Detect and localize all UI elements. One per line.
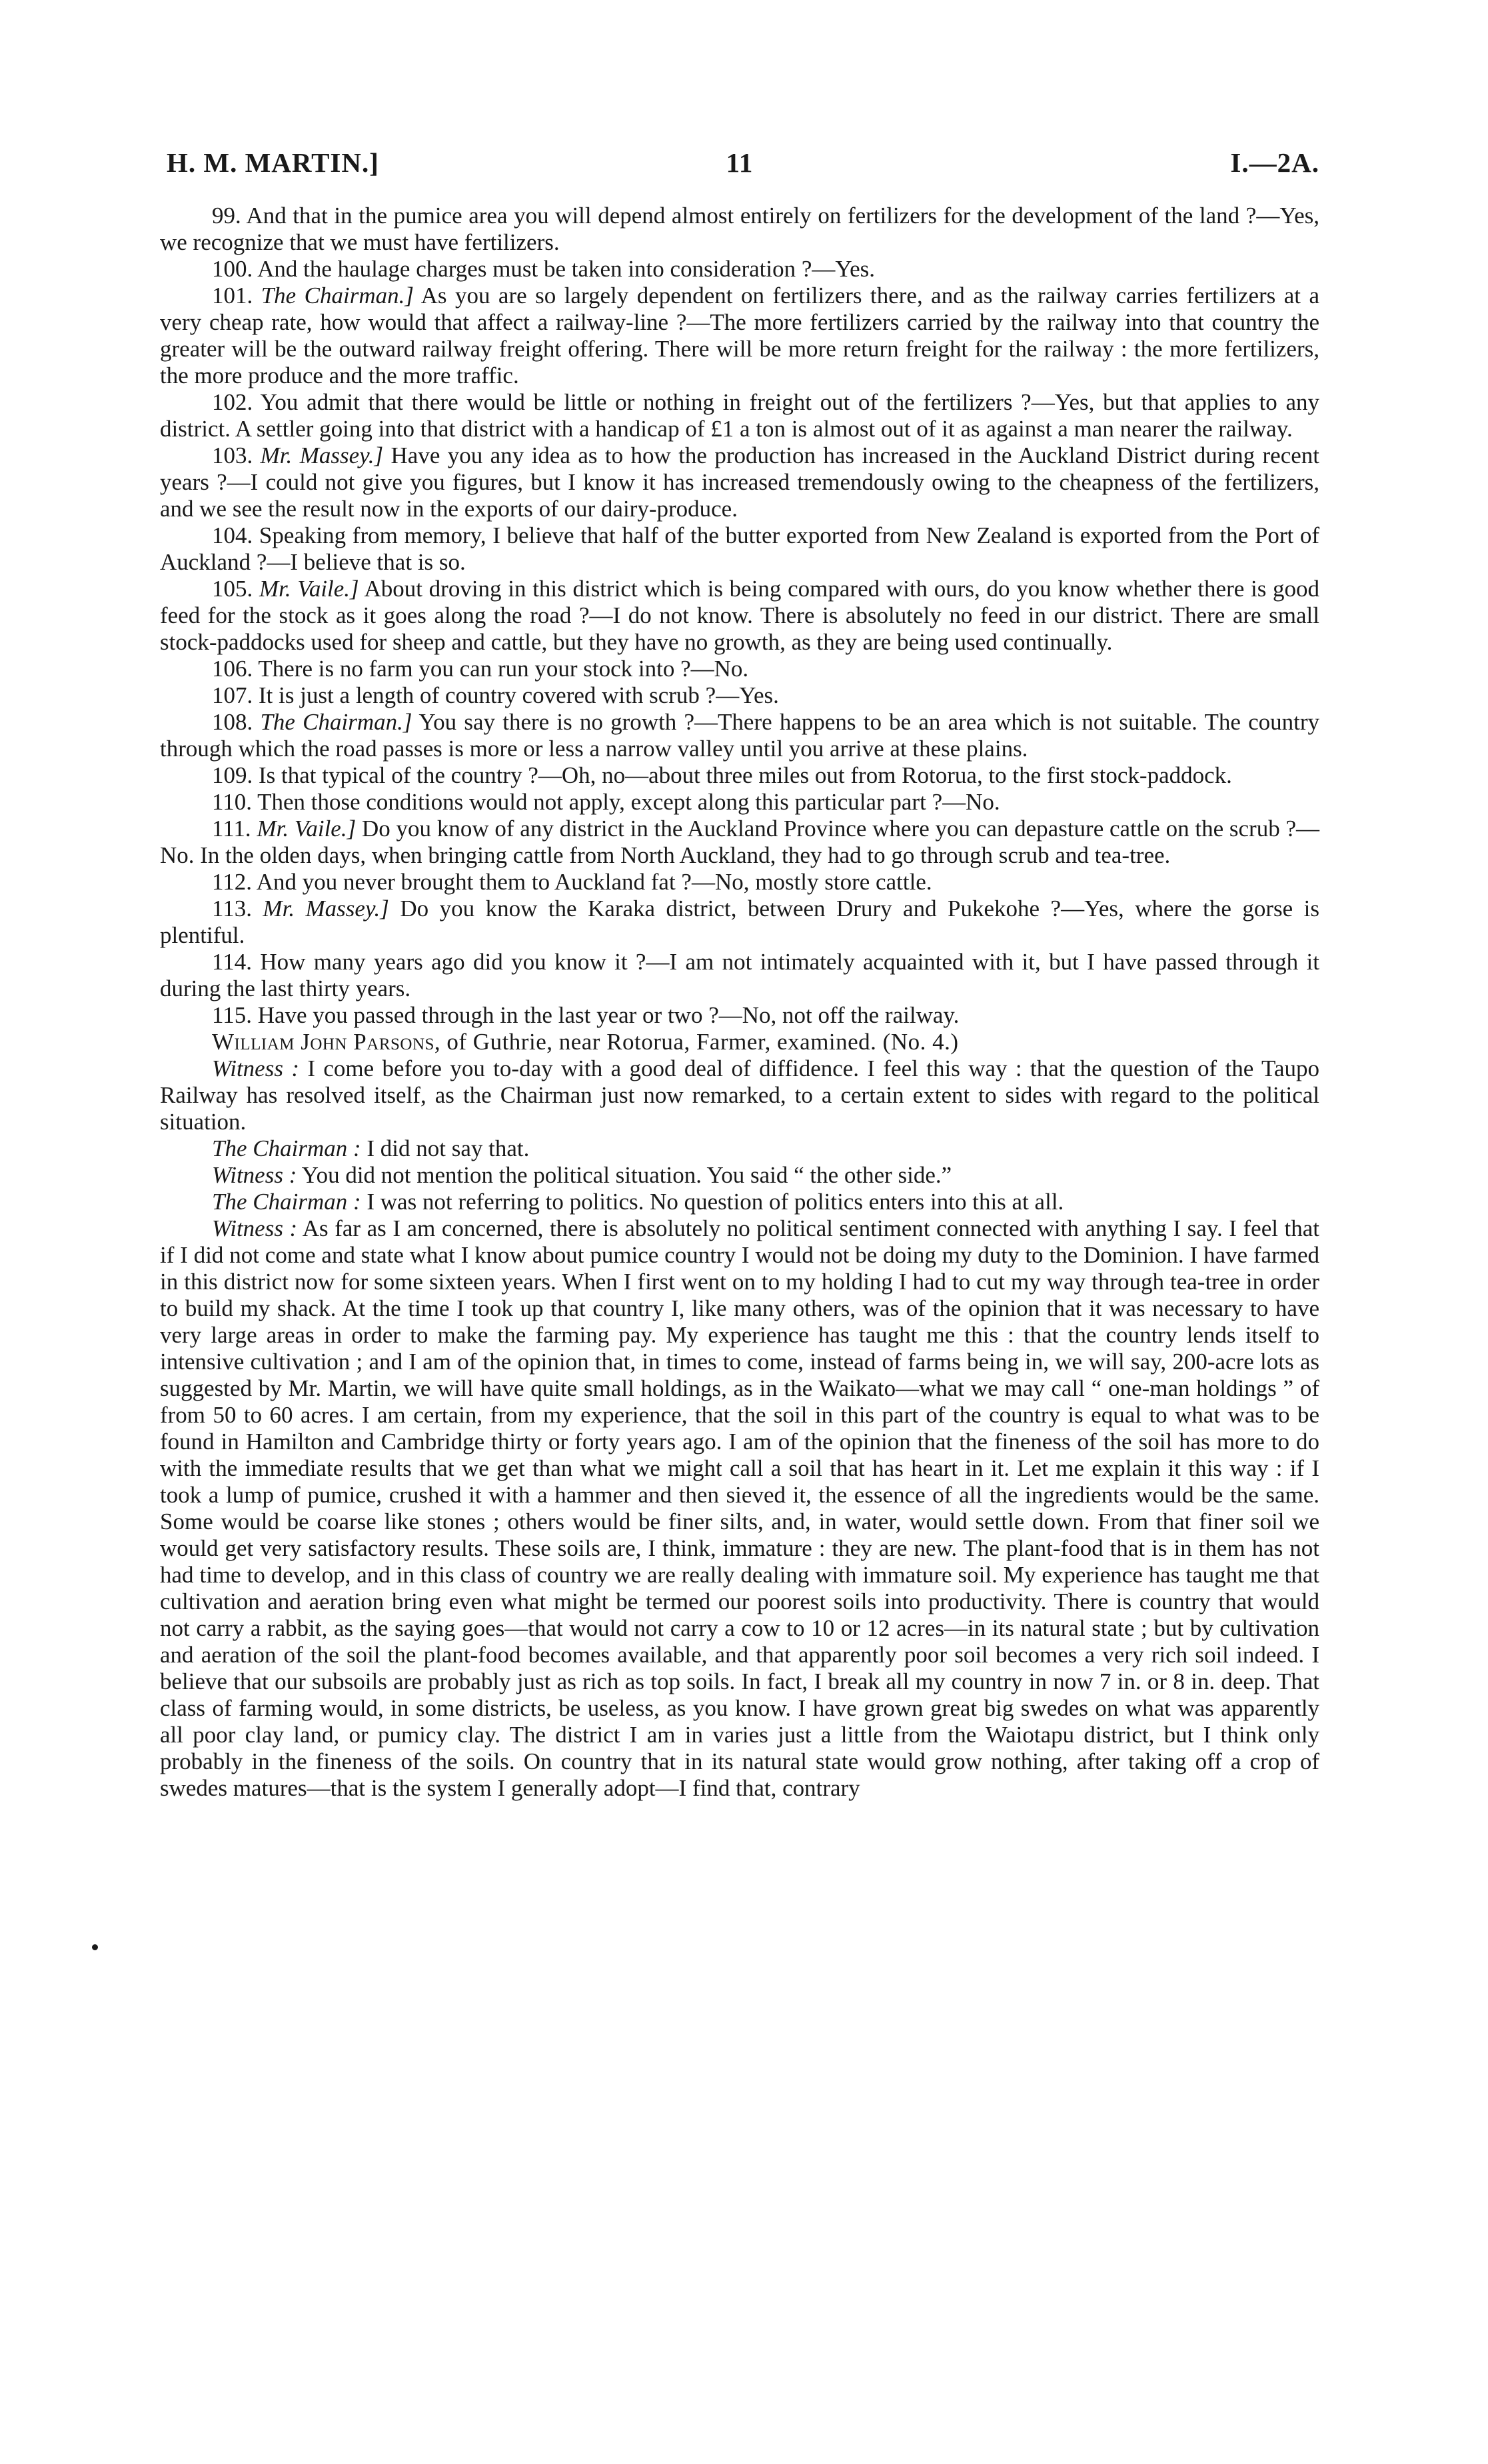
speaker-name: The Chairman : [212, 1135, 361, 1161]
speaker-name: Mr. Massey.] [263, 896, 389, 922]
question-paragraph [160, 256, 1319, 283]
question-number: 112. [212, 869, 252, 895]
question-text: And the haulage charges must be taken into consideration ?—Yes. [257, 256, 876, 282]
question-text: About droving in this district which is being compared with ours, do you know whether there is good feed for the stock as it goes along the road ?—I do not know. There is absolutely no feed in our district. There are small stock-paddocks used for sheep and cattle, but they have no growth, as they are being used continually. [160, 576, 1320, 655]
testimony-text: You did not mention the political situation. You said “ the other side.” [297, 1162, 952, 1188]
question-paragraph [160, 789, 1319, 816]
question-number: 109. [212, 762, 253, 788]
witness-name: William John Parsons, [212, 1029, 441, 1055]
speaker-name: Witness : [212, 1055, 299, 1081]
testimony-paragraph [160, 1215, 1319, 1802]
question-paragraph [160, 869, 1319, 896]
testimony-paragraph [160, 1189, 1319, 1215]
speaker-name: The Chairman.] [260, 709, 412, 735]
speaker-name: Mr. Vaile.] [257, 816, 357, 842]
question-text: And that in the pumice area you will depend almost entirely on fertilizers for the development of the land ?—Yes, we recognize that we must have fertilizers. [160, 203, 1319, 255]
question-paragraph [160, 709, 1319, 762]
testimony-text: As far as I am concerned, there is absolutely no political sentiment connected with anything I say. I feel that if I did not come and state what I know about pumice country I would not be doing my duty to the Dominion. I have farmed in this district now for some sixteen years. When I first went on to my holding I had to cut my way through tea-tree in order to build my shack. At the time I took up that country I, like many others, was of the opinion that it was necessary to have very large areas in order to make the farming pay. My experience has taught me this : that the country lends itself to intensive cultivation ; and I am of the opinion that, in times to come, instead of farms being in, we will say, 200-acre lots as suggested by Mr. Martin, we will have quite small holdings, as in the Waikato—what we may call “ one-man holdings ” of from 50 to 60 acres. I am certain, from my experience, that the soil in this part of the country is equal to what was to be found in Hamilton and Cambridge thirty or forty years ago. I am of the opinion that the fineness of the soil has more to do with the immediate results that we get than what we might call a soil that has heart in it. Let me explain it this way : if I took a lump of pumice, crushed it with a hammer and then sieved it, the essence of all the ingredients would be the same. Some would be coarse like stones ; others would be finer silts, and, in water, would settle down. From that finer soil we would get very satisfactory results. These soils are, I think, immature : they are new. The plant-food that is in them has not had time to develop, and in this class of country we are really dealing with immature soil. My experience has taught me that cultivation and aeration bring even what might be termed our poorest soils into productivity. There is country that would not carry a rabbit, as the saying goes—that would not carry a cow to 10 or 12 acres—in its natural state ; but by cultivation and aeration of the soil the plant-food becomes available, and that apparently poor soil becomes a very rich soil indeed. I believe that our subsoils are probably just as rich as top soils. In fact, I break all my country in now 7 in. or 8 in. deep. That class of farming would, in some districts, be useless, as you know. I have grown great big swedes on what was apparently all poor clay land, or pumicy clay. The district I am in varies just a little from the Waiotapu district, but I think only probably in the fineness of the soils. On country that in its natural state would grow nothing, after taking off a crop of swedes matures—that is the system I generally adopt—I find that, contrary [160, 1215, 1319, 1801]
witness-heading [160, 1029, 1319, 1055]
question-text: Then those conditions would not apply, except along this particular part ?—No. [257, 789, 1000, 815]
question-number: 111. [212, 816, 251, 842]
question-text: You say there is no growth ?—There happens to be an area which is not suitable. The country through which the road passes is more or less a narrow valley until you arrive at these plains. [160, 709, 1320, 762]
question-paragraph [160, 283, 1319, 389]
speaker-name: The Chairman : [212, 1189, 361, 1215]
testimony-paragraph [160, 1055, 1319, 1135]
header-witness-name: H. M. MARTIN.] [167, 147, 379, 178]
speaker-name: Witness : [212, 1215, 298, 1241]
question-paragraph [160, 389, 1319, 442]
question-number: 100. [212, 256, 253, 282]
question-number: 103. [212, 442, 253, 468]
question-number: 108. [212, 709, 253, 735]
question-paragraph [160, 762, 1319, 789]
testimony-list [160, 1055, 1319, 1802]
question-number: 101. [212, 283, 253, 308]
question-text: How many years ago did you know it ?—I am not intimately acquainted with it, but I have passed through it during the last thirty years. [160, 949, 1320, 1001]
question-text: Is that typical of the country ?—Oh, no—about three miles out from Rotorua, to the first stock-paddock. [259, 762, 1232, 788]
question-paragraph [160, 522, 1319, 576]
question-paragraph [160, 949, 1319, 1002]
question-text: Have you any idea as to how the production has increased in the Auckland District during recent years ?—I could not give you figures, but I know it has increased tremendously owing to the cheapness of the fertilizers, and we see the result now in the exports of our dairy-produce. [160, 442, 1319, 522]
question-text: It is just a length of country covered with scrub ?—Yes. [259, 682, 779, 708]
speaker-name: Mr. Vaile.] [259, 576, 359, 602]
question-number: 102. [212, 389, 253, 415]
testimony-text: I come before you to-day with a good deal of diffidence. I feel this way : that the question of the Taupo Railway has resolved itself, as the Chairman just now remarked, to a certain extent to sides with regard to the political situation. [160, 1055, 1319, 1135]
question-paragraph [160, 576, 1319, 656]
page [160, 140, 1319, 1802]
document-body [160, 203, 1319, 1802]
question-list [160, 203, 1319, 1029]
question-paragraph [160, 656, 1319, 682]
stray-dot-mark [92, 1944, 98, 1950]
question-paragraph [160, 203, 1319, 256]
question-text: Do you know the Karaka district, between Drury and Pukekohe ?—Yes, where the gorse is plentiful. [160, 896, 1320, 948]
testimony-text: I did not say that. [361, 1135, 530, 1161]
question-number: 115. [212, 1002, 252, 1028]
speaker-name: Mr. Massey.] [260, 442, 384, 468]
witness-description: of Guthrie, near Rotorua, Farmer, examined. (No. 4.) [440, 1029, 959, 1055]
question-text: Have you passed through in the last year or two ?—No, not off the railway. [257, 1002, 960, 1028]
question-paragraph [160, 896, 1319, 949]
question-text: As you are so largely dependent on fertilizers there, and as the railway carries fertilizers at a very cheap rate, how would that affect a railway-line ?—The more fertilizers carried by the railway into that country the greater will be the outward railway freight offering. There will be more return freight for the railway : the more fertilizers, the more produce and the more traffic. [160, 283, 1319, 388]
testimony-text: I was not referring to politics. No question of politics enters into this at all. [361, 1189, 1064, 1215]
question-number: 99. [212, 203, 241, 229]
question-number: 105. [212, 576, 253, 602]
question-text: There is no farm you can run your stock into ?—No. [258, 656, 749, 682]
page-number: 11 [726, 147, 754, 178]
document-reference: I.—2A. [1230, 147, 1319, 178]
question-number: 114. [212, 949, 252, 975]
question-number: 110. [212, 789, 252, 815]
question-number: 106. [212, 656, 253, 682]
question-text: Speaking from memory, I believe that half of the butter exported from New Zealand is exported from the Port of Auckland ?—I believe that is so. [160, 522, 1319, 575]
question-paragraph [160, 682, 1319, 709]
speaker-name: Witness : [212, 1162, 297, 1188]
question-paragraph [160, 442, 1319, 522]
question-number: 104. [212, 522, 253, 548]
page-header [160, 140, 1319, 193]
question-text: You admit that there would be little or nothing in freight out of the fertilizers ?—Yes, but that applies to any district. A settler going into that district with a handicap of £1 a ton is almost out of it as against a man nearer the railway. [160, 389, 1319, 442]
question-number: 113. [212, 896, 252, 922]
testimony-paragraph [160, 1162, 1319, 1189]
speaker-name: The Chairman.] [261, 283, 414, 308]
question-number: 107. [212, 682, 253, 708]
question-paragraph [160, 1002, 1319, 1029]
question-text: Do you know of any district in the Auckland Province where you can depasture cattle on the scrub ?—No. In the olden days, when bringing cattle from North Auckland, they had to go through scrub and tea-tree. [160, 816, 1320, 868]
testimony-paragraph [160, 1135, 1319, 1162]
question-paragraph [160, 816, 1319, 869]
question-text: And you never brought them to Auckland fat ?—No, mostly store cattle. [256, 869, 932, 895]
